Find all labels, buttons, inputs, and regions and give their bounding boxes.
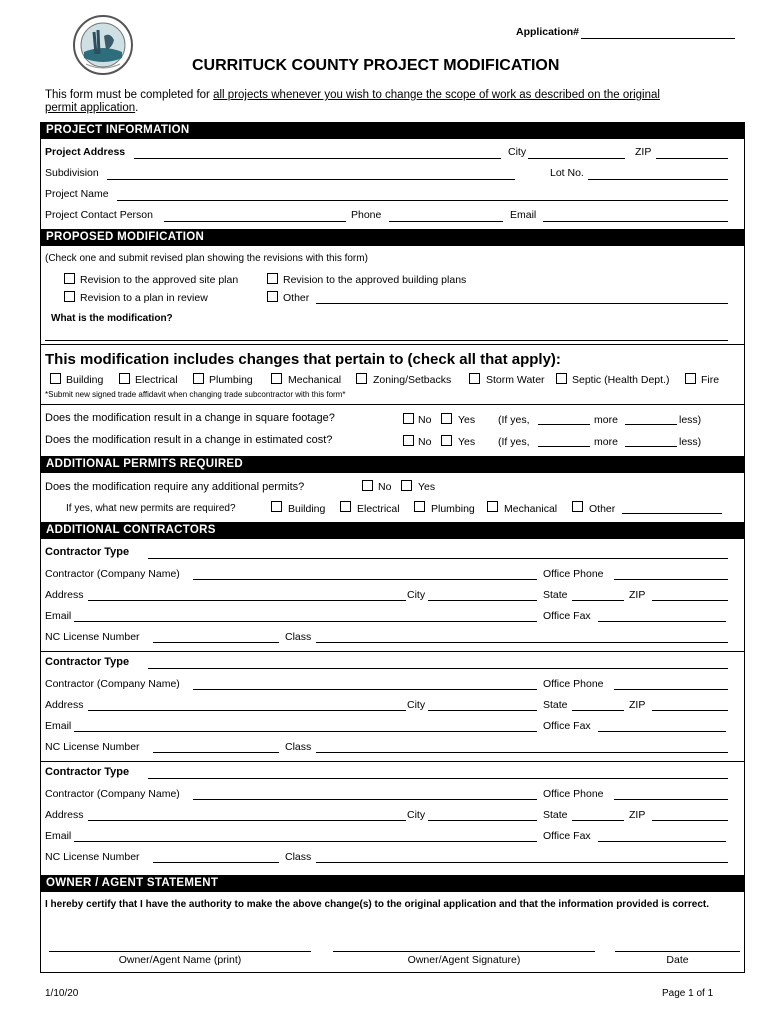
sqft-less-label: less) (679, 414, 702, 426)
proposed-modification-header: PROPOSED MODIFICATION (40, 229, 745, 246)
contractor-zip-field[interactable] (652, 820, 728, 821)
site-plan-label: Revision to the approved site plan (80, 274, 239, 286)
contractor-type-label: Contractor Type (45, 656, 130, 668)
fire-change-checkbox[interactable] (685, 373, 696, 384)
permit-building-label: Building (288, 503, 326, 515)
contractor-email-label: Email (45, 610, 72, 622)
contractor-company-field[interactable] (193, 689, 537, 690)
proposed-instruction: (Check one and submit revised plan showing the revisions with this form) (45, 253, 368, 264)
permits-yes-checkbox[interactable] (401, 480, 412, 491)
cost-if-yes-label: (If yes, (498, 436, 530, 448)
permit-electrical-label: Electrical (357, 503, 400, 515)
contractor-city-field[interactable] (428, 820, 537, 821)
license-class-label: Class (285, 631, 312, 643)
modification-question: What is the modification? (51, 313, 173, 324)
form-border (40, 122, 745, 973)
plumbing-change-checkbox[interactable] (193, 373, 204, 384)
contractor-type-field[interactable] (148, 668, 728, 669)
contractor-email-label: Email (45, 720, 72, 732)
sqft-more-label: more (594, 414, 618, 426)
city-field[interactable] (528, 158, 625, 159)
sqft-yes-checkbox[interactable] (441, 413, 452, 424)
license-number-field[interactable] (153, 642, 279, 643)
contractor-company-field[interactable] (193, 799, 537, 800)
contractor-state-label: State (543, 589, 568, 601)
phone-field[interactable] (389, 221, 503, 222)
sqft-question: Does the modification result in a change in square footage? (45, 412, 335, 424)
contractor-state-field[interactable] (572, 600, 624, 601)
septic-change-label: Septic (Health Dept.) (572, 374, 670, 386)
permit-electrical-checkbox[interactable] (340, 501, 351, 512)
license-class-field[interactable] (316, 862, 728, 863)
sqft-if-yes-label: (If yes, (498, 414, 530, 426)
cost-less-field[interactable] (625, 446, 677, 447)
email-label: Email (510, 209, 537, 221)
contractor-address-field[interactable] (88, 710, 406, 711)
zoning-change-checkbox[interactable] (356, 373, 367, 384)
contractor-state-field[interactable] (572, 820, 624, 821)
lot-field[interactable] (588, 179, 728, 180)
cost-no-label: No (418, 436, 432, 448)
subdivision-label: Subdivision (45, 167, 99, 179)
plan-review-checkbox[interactable] (64, 291, 75, 302)
city-label: City (508, 146, 527, 158)
email-field[interactable] (543, 221, 728, 222)
office-phone-field[interactable] (614, 799, 728, 800)
contractor-zip-label: ZIP (629, 699, 646, 711)
permits-which-label: If yes, what new permits are required? (66, 503, 236, 514)
office-fax-field[interactable] (598, 621, 726, 622)
mechanical-change-label: Mechanical (288, 374, 342, 386)
zip-label: ZIP (635, 146, 652, 158)
other-field[interactable] (316, 303, 728, 304)
phone-label: Phone (351, 209, 382, 221)
subdivision-field[interactable] (107, 179, 515, 180)
permit-mechanical-label: Mechanical (504, 503, 558, 515)
building-change-label: Building (66, 374, 104, 386)
contractor-company-label: Contractor (Company Name) (45, 678, 180, 690)
county-seal-logo (72, 14, 134, 76)
permits-no-label: No (378, 481, 392, 493)
project-information-header: PROJECT INFORMATION (40, 122, 745, 139)
electrical-change-label: Electrical (135, 374, 178, 386)
section-divider (40, 761, 745, 762)
contractor-company-label: Contractor (Company Name) (45, 568, 180, 580)
contractor-email-field[interactable] (74, 731, 537, 732)
contractor-type-field[interactable] (148, 778, 728, 779)
permit-plumbing-label: Plumbing (431, 503, 475, 515)
septic-change-checkbox[interactable] (556, 373, 567, 384)
additional-contractors-header: ADDITIONAL CONTRACTORS (40, 522, 745, 539)
sqft-no-label: No (418, 414, 432, 426)
contractor-state-label: State (543, 699, 568, 711)
license-class-label: Class (285, 851, 312, 863)
project-name-field[interactable] (117, 200, 728, 201)
contractor-city-label: City (407, 809, 426, 821)
footer-date: 1/10/20 (45, 988, 79, 999)
mechanical-change-checkbox[interactable] (271, 373, 282, 384)
permit-other-field[interactable] (622, 513, 722, 514)
section-divider (40, 651, 745, 652)
contractor-city-label: City (407, 589, 426, 601)
building-plans-checkbox[interactable] (267, 273, 278, 284)
cost-yes-label: Yes (458, 436, 476, 448)
contractor-address-field[interactable] (88, 600, 406, 601)
sqft-yes-label: Yes (458, 414, 476, 426)
sqft-less-field[interactable] (625, 424, 677, 425)
permits-question: Does the modification require any additional permits? (45, 481, 305, 493)
fire-change-label: Fire (701, 374, 720, 386)
contractor-state-label: State (543, 809, 568, 821)
office-fax-label: Office Fax (543, 720, 591, 732)
page-title: CURRITUCK COUNTY PROJECT MODIFICATION (192, 57, 560, 74)
contractor-address-label: Address (45, 589, 84, 601)
contractor-company-field[interactable] (193, 579, 537, 580)
office-phone-label: Office Phone (543, 678, 604, 690)
contact-person-label: Project Contact Person (45, 209, 153, 221)
cost-yes-checkbox[interactable] (441, 435, 452, 446)
contractor-city-label: City (407, 699, 426, 711)
permit-mechanical-checkbox[interactable] (487, 501, 498, 512)
office-phone-label: Office Phone (543, 568, 604, 580)
office-fax-field[interactable] (598, 731, 726, 732)
license-class-field[interactable] (316, 752, 728, 753)
license-class-label: Class (285, 741, 312, 753)
contractor-type-field[interactable] (148, 558, 728, 559)
owner-name-label: Owner/Agent Name (print) (118, 954, 242, 966)
owner-statement: I hereby certify that I have the authority to make the above change(s) to the original application and that the information provided is correct. (45, 899, 710, 910)
project-name-label: Project Name (45, 188, 109, 200)
permit-plumbing-checkbox[interactable] (414, 501, 425, 512)
permit-building-checkbox[interactable] (271, 501, 282, 512)
project-address-field[interactable] (134, 158, 501, 159)
zoning-change-label: Zoning/Setbacks (373, 374, 452, 386)
section-divider (40, 404, 745, 405)
application-number-field[interactable] (581, 38, 735, 39)
lot-label: Lot No. (550, 167, 584, 179)
contractor-email-field[interactable] (74, 841, 537, 842)
cost-more-label: more (594, 436, 618, 448)
changes-heading: This modification includes changes that pertain to (check all that apply): (45, 351, 561, 368)
other-label: Other (283, 292, 310, 304)
license-number-label: NC License Number (45, 631, 140, 643)
owner-signature-field[interactable] (333, 951, 595, 952)
sqft-no-checkbox[interactable] (403, 413, 414, 424)
license-number-label: NC License Number (45, 851, 140, 863)
other-checkbox[interactable] (267, 291, 278, 302)
contractor-zip-field[interactable] (652, 710, 728, 711)
contact-person-field[interactable] (164, 221, 346, 222)
contractor-company-label: Contractor (Company Name) (45, 788, 180, 800)
modification-description-field[interactable] (45, 340, 728, 341)
permits-yes-label: Yes (418, 481, 436, 493)
zip-field[interactable] (656, 158, 728, 159)
contractor-address-label: Address (45, 809, 84, 821)
storm-water-change-label: Storm Water (486, 374, 545, 386)
permits-no-checkbox[interactable] (362, 480, 373, 491)
contractor-state-field[interactable] (572, 710, 624, 711)
office-fax-label: Office Fax (543, 610, 591, 622)
contractor-city-field[interactable] (428, 710, 537, 711)
office-fax-label: Office Fax (543, 830, 591, 842)
cost-less-label: less) (679, 436, 702, 448)
contractor-zip-label: ZIP (629, 809, 646, 821)
owner-signature-label: Owner/Agent Signature) (407, 954, 521, 966)
contractor-city-field[interactable] (428, 600, 537, 601)
section-divider (40, 344, 745, 345)
license-number-field[interactable] (153, 752, 279, 753)
cost-more-field[interactable] (538, 446, 590, 447)
contractor-email-field[interactable] (74, 621, 537, 622)
office-phone-field[interactable] (614, 579, 728, 580)
license-number-field[interactable] (153, 862, 279, 863)
building-change-checkbox[interactable] (50, 373, 61, 384)
office-fax-field[interactable] (598, 841, 726, 842)
date-label: Date (666, 954, 689, 966)
storm-water-change-checkbox[interactable] (469, 373, 480, 384)
intro-text: This form must be completed for all projects whenever you wish to change the scope of work as described on the original permit application. (45, 89, 660, 114)
license-class-field[interactable] (316, 642, 728, 643)
contractor-address-label: Address (45, 699, 84, 711)
plumbing-change-label: Plumbing (209, 374, 253, 386)
contractor-type-label: Contractor Type (45, 546, 130, 558)
contractor-type-label: Contractor Type (45, 766, 130, 778)
license-number-label: NC License Number (45, 741, 140, 753)
cost-question: Does the modification result in a change in estimated cost? (45, 434, 333, 446)
office-phone-field[interactable] (614, 689, 728, 690)
cost-no-checkbox[interactable] (403, 435, 414, 446)
date-field[interactable] (615, 951, 740, 952)
plan-review-label: Revision to a plan in review (80, 292, 208, 304)
additional-permits-header: ADDITIONAL PERMITS REQUIRED (40, 456, 745, 473)
electrical-change-checkbox[interactable] (119, 373, 130, 384)
footer-page: Page 1 of 1 (662, 988, 714, 999)
permit-other-checkbox[interactable] (572, 501, 583, 512)
office-phone-label: Office Phone (543, 788, 604, 800)
contractor-email-label: Email (45, 830, 72, 842)
owner-name-field[interactable] (49, 951, 311, 952)
permit-other-label: Other (589, 503, 616, 515)
owner-agent-header: OWNER / AGENT STATEMENT (40, 875, 745, 892)
application-number-label: Application# (516, 26, 580, 38)
affidavit-note: *Submit new signed trade affidavit when changing trade subcontractor with this form* (45, 390, 346, 399)
sqft-more-field[interactable] (538, 424, 590, 425)
contractor-zip-label: ZIP (629, 589, 646, 601)
contractor-address-field[interactable] (88, 820, 406, 821)
contractor-zip-field[interactable] (652, 600, 728, 601)
site-plan-checkbox[interactable] (64, 273, 75, 284)
project-address-label: Project Address (45, 146, 126, 158)
building-plans-label: Revision to the approved building plans (283, 274, 467, 286)
